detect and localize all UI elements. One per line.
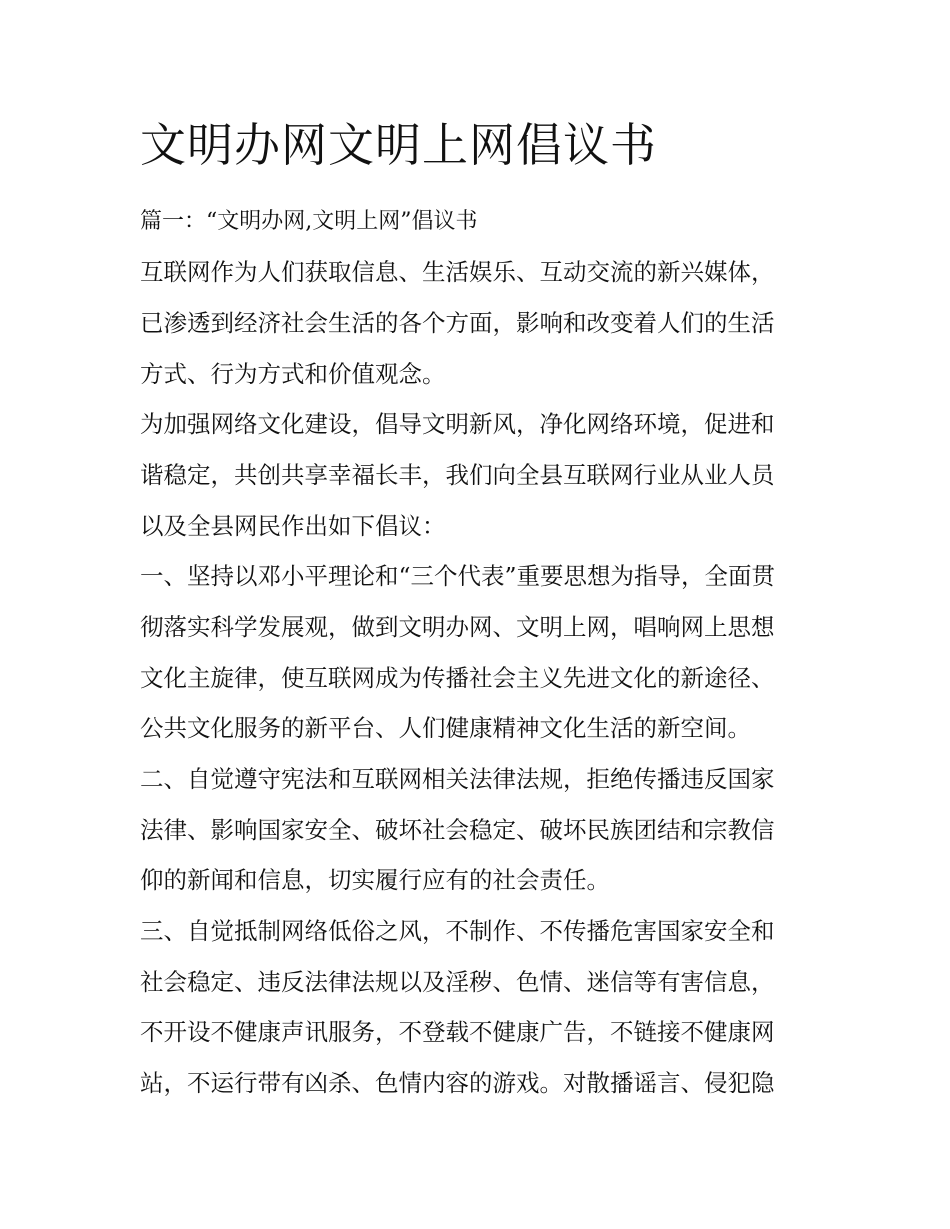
- body-line: 不开设不健康声讯服务，不登载不健康广告，不链接不健康网: [140, 1018, 775, 1046]
- body-line: 谐稳定，共创共享幸福长丰，我们向全县互联网行业从业人员: [140, 461, 775, 489]
- body-line: 仰的新闻和信息，切实履行应有的社会责任。: [140, 866, 610, 894]
- body-line: 为加强网络文化建设，倡导文明新风，净化网络环境，促进和: [140, 410, 775, 438]
- body-line: 三、自觉抵制网络低俗之风，不制作、不传播危害国家安全和: [140, 917, 775, 945]
- body-line: 法律、影响国家安全、破坏社会稳定、破坏民族团结和宗教信: [140, 816, 775, 844]
- body-line: 已渗透到经济社会生活的各个方面，影响和改变着人们的生活: [140, 309, 775, 337]
- body-line: 站，不运行带有凶杀、色情内容的游戏。对散播谣言、侵犯隐: [140, 1069, 775, 1097]
- body-line: 公共文化服务的新平台、人们健康精神文化生活的新空间。: [140, 714, 751, 742]
- body-line: 二、自觉遵守宪法和互联网相关法律法规，拒绝传播违反国家: [140, 765, 775, 793]
- body-line: 方式、行为方式和价值观念。: [140, 360, 446, 388]
- document-title: 文明办网文明上网倡议书: [140, 118, 657, 172]
- body-line: 互联网作为人们获取信息、生活娱乐、互动交流的新兴媒体，: [140, 258, 775, 286]
- body-line: 一、坚持以邓小平理论和“三个代表”重要思想为指导，全面贯: [140, 562, 776, 590]
- section-heading: 篇一：“文明办网,文明上网”倡议书: [140, 209, 478, 234]
- body-line: 文化主旋律，使互联网成为传播社会主义先进文化的新途径、: [140, 664, 775, 692]
- body-line: 社会稳定、违反法律法规以及淫秽、色情、迷信等有害信息，: [140, 968, 775, 996]
- body-line: 以及全县网民作出如下倡议：: [140, 512, 446, 540]
- body-line: 彻落实科学发展观，做到文明办网、文明上网，唱响网上思想: [140, 613, 775, 641]
